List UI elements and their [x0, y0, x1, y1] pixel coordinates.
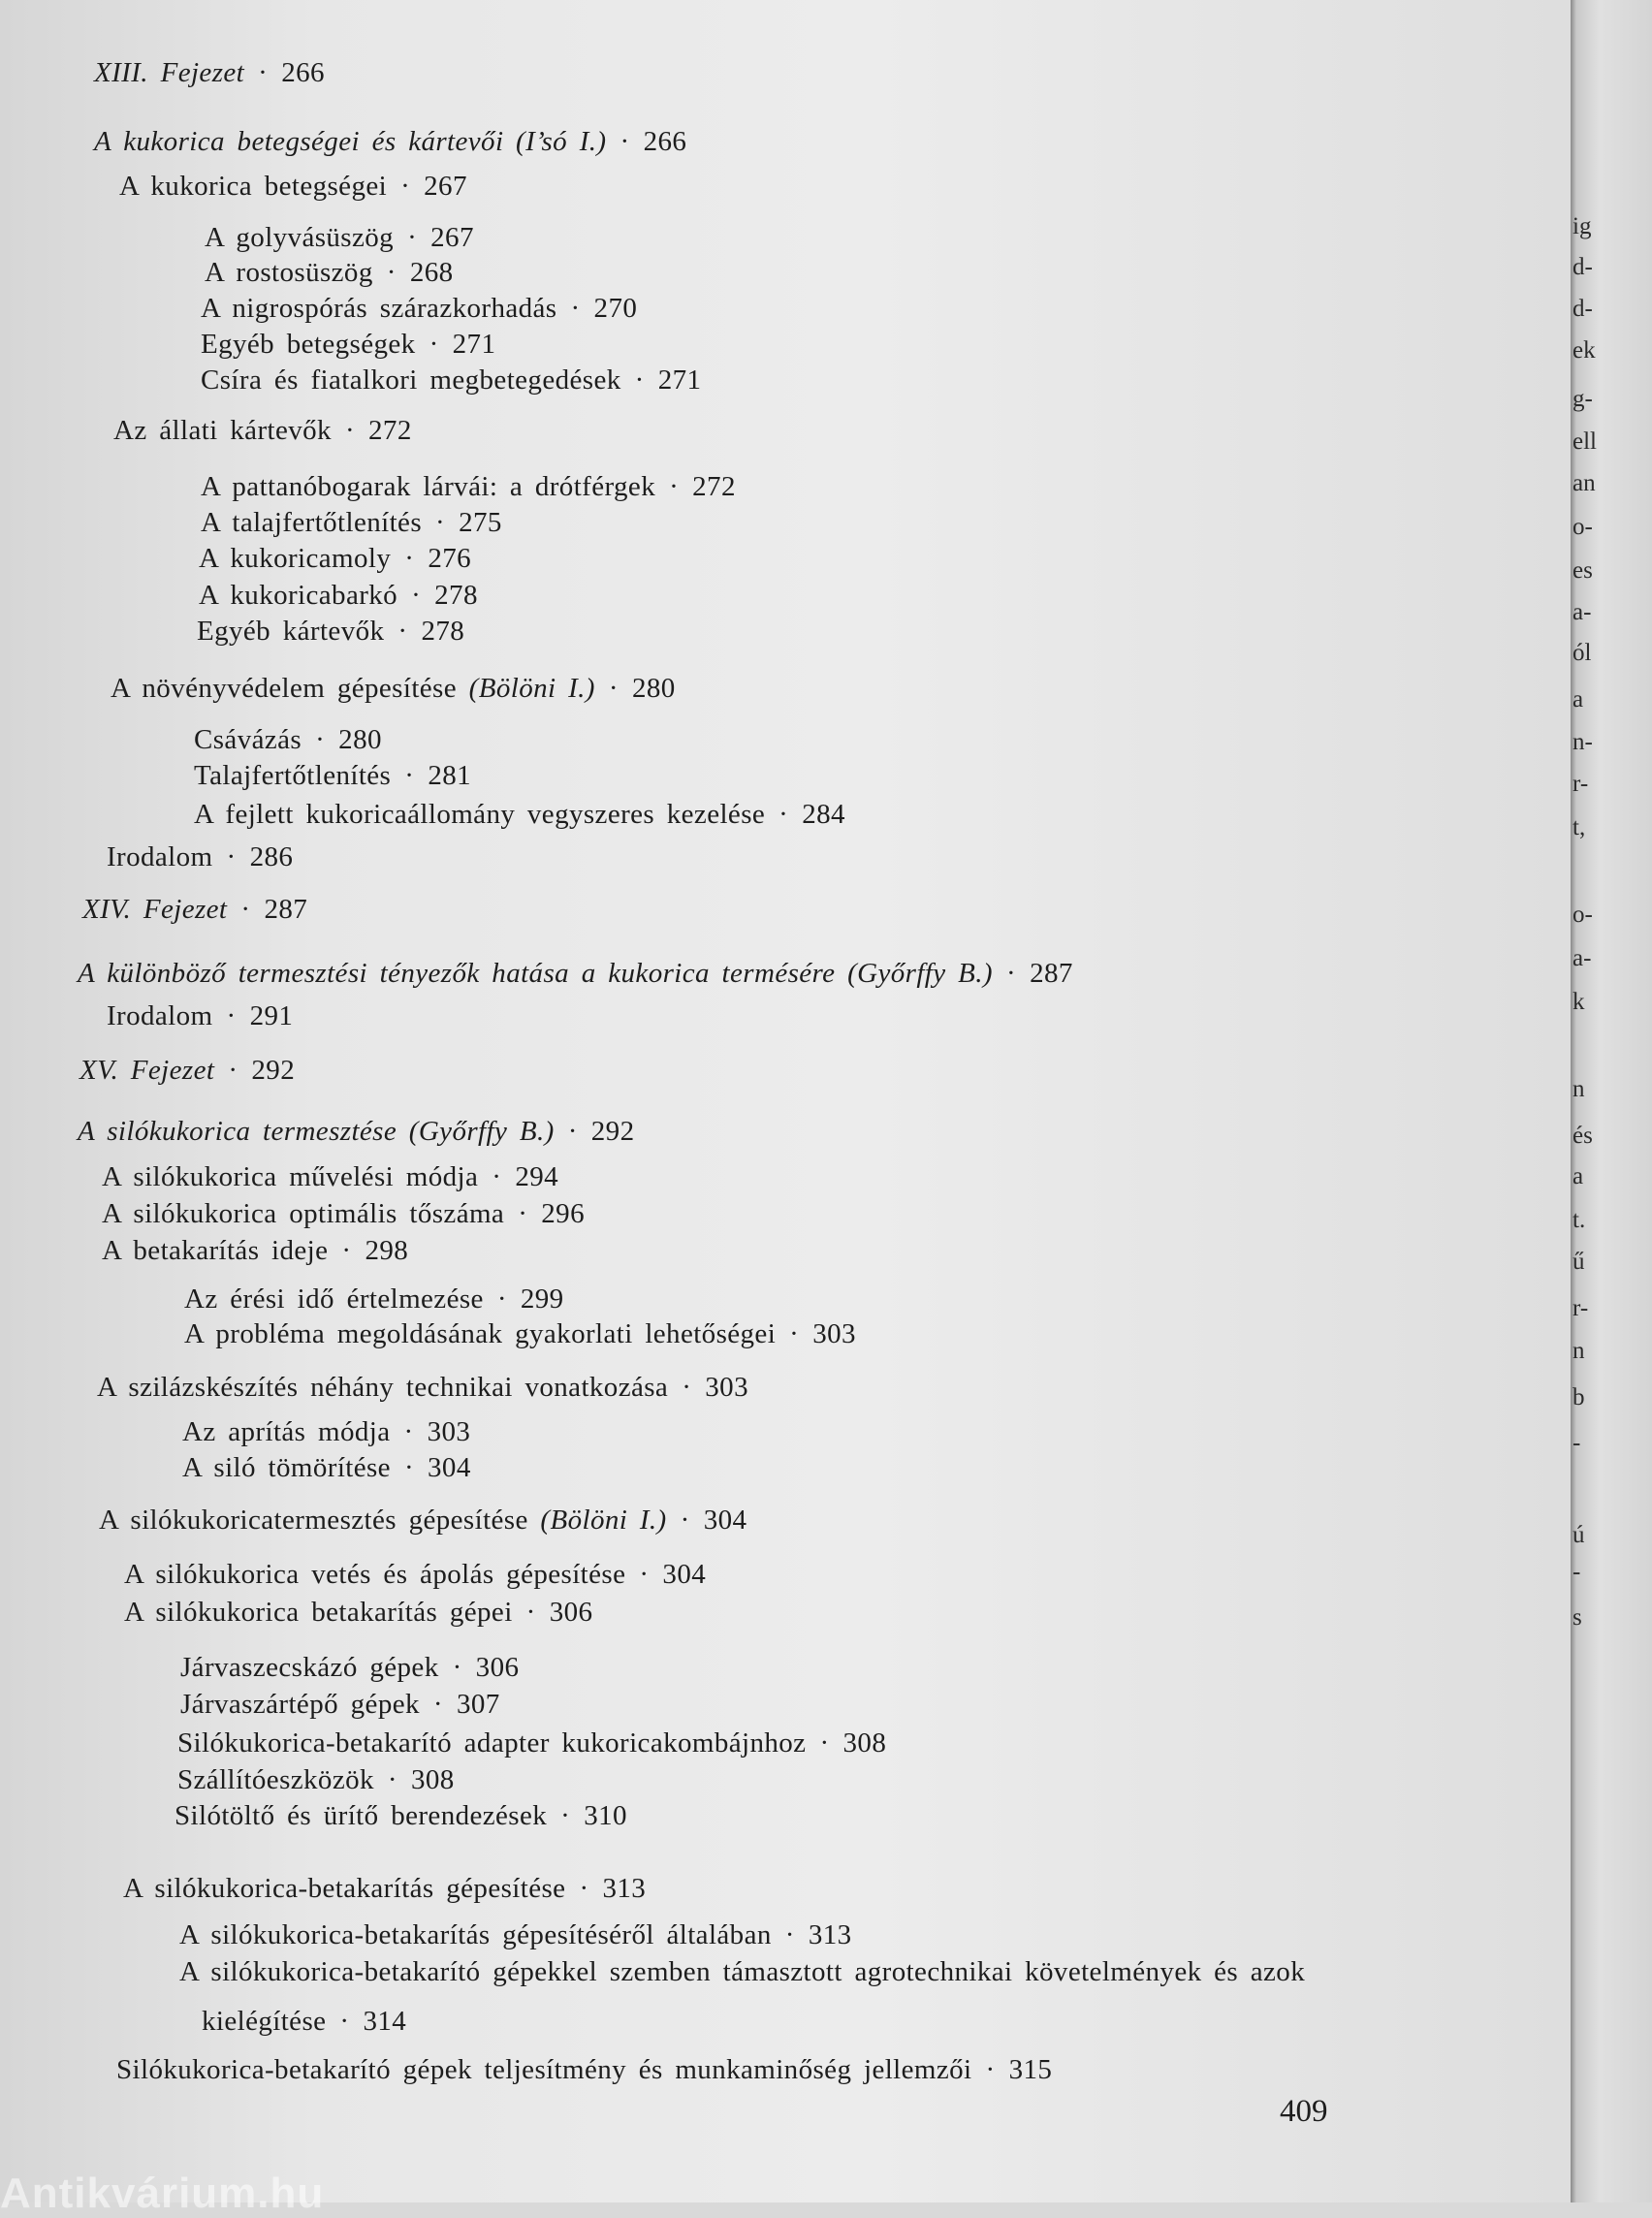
toc-entry-title: A különböző termesztési tényezők hatása a kukorica termésére (Győrffy B.) [78, 958, 993, 989]
adjacent-page-text: es [1573, 557, 1593, 584]
toc-separator: · [620, 126, 630, 157]
toc-entry-title: A nigrospórás szárazkorhadás [201, 293, 557, 324]
toc-entry-page: 304 [662, 1559, 707, 1590]
toc-entry-page: 284 [802, 799, 845, 830]
toc-entry [94, 124, 686, 159]
adjacent-page-text: o- [1573, 514, 1593, 540]
adjacent-page-text: ell [1573, 428, 1597, 455]
toc-separator: · [784, 1919, 795, 1950]
toc-entry-title: Az érési idő értelmezése [184, 1283, 484, 1315]
toc-entry-author: (Bölöni I.) [457, 673, 595, 704]
toc-entry [111, 671, 676, 706]
toc-entry-title: Silótöltő és ürítő berendezések [175, 1800, 548, 1831]
toc-entry-page: 270 [593, 293, 638, 324]
toc-entry [79, 1053, 295, 1088]
adjacent-page-text: ű [1573, 1249, 1585, 1275]
toc-entry-page: 291 [249, 1000, 294, 1031]
toc-separator: · [240, 894, 251, 925]
toc-entry-title: Az állati kártevők [113, 415, 332, 446]
toc-entry-page: 308 [410, 1764, 455, 1795]
toc-entry-title: Silókukorica-betakarító gépek teljesítmény és munkaminőség jellemzői [116, 2054, 972, 2085]
toc-entry-title: Irodalom [107, 1000, 213, 1031]
toc-entry [102, 1233, 408, 1268]
toc-separator: · [429, 329, 439, 360]
toc-separator: · [669, 471, 680, 502]
toc-entry-page: 281 [428, 760, 472, 791]
adjacent-page-text: g- [1573, 386, 1593, 412]
toc-entry-page: 267 [424, 171, 467, 202]
toc-separator: · [432, 1689, 443, 1720]
toc-entry [99, 1503, 747, 1537]
toc-separator: · [682, 1372, 692, 1403]
toc-entry-page: 296 [541, 1198, 585, 1229]
toc-entry-title: A kukoricamoly [199, 543, 392, 574]
toc-entry [78, 956, 1073, 991]
toc-separator: · [435, 507, 446, 538]
toc-separator: · [1006, 958, 1017, 989]
adjacent-page-text: ek [1573, 337, 1596, 364]
toc-separator: · [404, 760, 415, 791]
toc-entry-title: A siló tömörítése [182, 1452, 391, 1483]
toc-entry [182, 1414, 470, 1449]
adjacent-page-text: b [1573, 1384, 1585, 1410]
toc-entry [113, 413, 412, 448]
toc-entry-title: A kukorica betegségei [119, 171, 388, 202]
adjacent-page-text: és [1573, 1123, 1593, 1149]
toc-entry [197, 614, 464, 649]
adjacent-page-text: t, [1573, 814, 1586, 840]
toc-entry-page: 307 [456, 1689, 500, 1720]
toc-entry-title: XV. Fejezet [79, 1055, 215, 1086]
toc-entry-page: 280 [631, 673, 676, 704]
adjacent-page-edge [1571, 0, 1652, 2202]
toc-entry-page: 272 [692, 471, 736, 502]
toc-entry-title: Silókukorica-betakarító adapter kukoricakombájnhoz [177, 1727, 807, 1759]
toc-separator: · [634, 364, 645, 396]
toc-entry-title: Az aprítás módja [182, 1416, 391, 1447]
adjacent-page-text: - [1573, 1430, 1581, 1456]
toc-separator: · [411, 580, 422, 611]
toc-entry-title: Csíra és fiatalkori megbetegedések [201, 364, 621, 396]
toc-entry-title: A kukoricabarkó [199, 580, 398, 611]
toc-separator: · [407, 222, 418, 253]
toc-entry-title: A pattanóbogarak lárvái: a drótférgek [201, 471, 656, 502]
adjacent-page-text: an [1573, 470, 1596, 496]
adjacent-page-text: t. [1573, 1207, 1586, 1233]
toc-entry [199, 578, 478, 613]
toc-entry-page: 268 [409, 257, 454, 288]
toc-entry-page: 275 [459, 507, 502, 538]
toc-entry-page: 303 [705, 1372, 748, 1403]
toc-separator: · [608, 673, 619, 704]
toc-entry [201, 505, 502, 540]
toc-entry [107, 840, 293, 874]
toc-separator: · [341, 1235, 352, 1266]
adjacent-page-text: a [1573, 686, 1584, 713]
toc-entry-page: 306 [475, 1652, 520, 1683]
toc-entry-title: A silókukorica művelési módja [102, 1161, 479, 1192]
toc-separator: · [518, 1198, 528, 1229]
toc-entry [102, 1159, 558, 1194]
adjacent-page-text: r- [1573, 1295, 1589, 1321]
toc-entry [175, 1798, 627, 1833]
toc-entry [205, 255, 454, 290]
toc-separator: · [778, 799, 789, 830]
toc-separator: · [387, 1764, 397, 1795]
toc-entry-title: A silókukorica-betakarítás gépesítéséről általában [179, 1919, 772, 1950]
toc-separator: · [525, 1597, 536, 1628]
toc-entry-title: A növényvédelem gépesítése [111, 673, 458, 704]
toc-separator: · [567, 1116, 578, 1147]
toc-entry-title: A talajfertőtlenítés [201, 507, 423, 538]
toc-entry-title: A kukorica betegségei és kártevői (I’só I.) [94, 126, 607, 157]
toc-separator: · [339, 2006, 350, 2037]
toc-entry-page: 310 [584, 1800, 627, 1831]
toc-entry-page: 267 [430, 222, 474, 253]
toc-entry-title: kielégítése [202, 2006, 327, 2037]
toc-separator: · [639, 1559, 650, 1590]
toc-entry [194, 797, 845, 832]
toc-entry-author: (Bölöni I.) [527, 1505, 667, 1536]
toc-entry [180, 1687, 500, 1722]
toc-entry-title: XIV. Fejezet [82, 894, 228, 925]
toc-entry-page: 278 [421, 616, 465, 647]
toc-entry [180, 1650, 519, 1685]
toc-entry-title: A golyvásüszög [205, 222, 395, 253]
toc-entry-page: 308 [842, 1727, 887, 1759]
adjacent-page-text: n [1573, 1076, 1585, 1102]
toc-entry-title: A rostosüszög [205, 257, 373, 288]
toc-entry-page: 292 [251, 1055, 296, 1086]
toc-entry [102, 1196, 585, 1231]
adjacent-page-text: k [1573, 989, 1585, 1015]
toc-entry-page: 286 [249, 841, 294, 872]
toc-entry-page: 315 [1008, 2054, 1053, 2085]
toc-separator: · [570, 293, 581, 324]
toc-entry-page: 313 [602, 1873, 647, 1904]
toc-entry [184, 1316, 856, 1351]
toc-separator: · [228, 1055, 238, 1086]
toc-entry [201, 327, 495, 362]
toc-separator: · [258, 57, 269, 88]
toc-separator: · [579, 1873, 589, 1904]
toc-entry-page: 303 [427, 1416, 471, 1447]
toc-entry-title: Talajfertőtlenítés [194, 760, 392, 791]
adjacent-page-text: a [1573, 1163, 1584, 1189]
toc-entry-page: 294 [515, 1161, 559, 1192]
toc-entry [82, 892, 307, 927]
toc-entry [116, 2052, 1052, 2087]
toc-entry-page: 287 [1030, 958, 1073, 989]
toc-entry [194, 758, 471, 793]
toc-entry [199, 541, 471, 576]
toc-separator: · [386, 257, 397, 288]
toc-entry-page: 280 [338, 724, 382, 755]
toc-entry-title: Irodalom [107, 841, 213, 872]
toc-entry-page: 298 [365, 1235, 409, 1266]
toc-entry-page: 272 [368, 415, 412, 446]
toc-separator: · [403, 1416, 414, 1447]
adjacent-page-text: n- [1573, 729, 1593, 755]
toc-entry [179, 1917, 852, 1952]
toc-entry-page: 271 [657, 364, 702, 396]
toc-entry [194, 722, 382, 757]
toc-entry-page: 299 [520, 1283, 564, 1315]
toc-entry [182, 1450, 471, 1485]
toc-entry-page: 314 [363, 2006, 407, 2037]
toc-entry-page: 304 [703, 1505, 747, 1536]
toc-separator: · [819, 1727, 830, 1759]
toc-entry [201, 291, 637, 326]
toc-entry-page: 304 [428, 1452, 471, 1483]
toc-entry-title: A silókukorica-betakarító gépekkel szemben támasztott agrotechnikai követelmények és azok [179, 1956, 1306, 1987]
toc-separator: · [226, 1000, 237, 1031]
toc-entry [78, 1114, 634, 1149]
toc-entry-title: Szállítóeszközök [177, 1764, 374, 1795]
page-number: 409 [1280, 2094, 1328, 2129]
adjacent-page-text: a- [1573, 599, 1592, 625]
adjacent-page-text: a- [1573, 945, 1592, 971]
toc-entry [124, 1557, 706, 1592]
toc-entry-page: 306 [549, 1597, 593, 1628]
toc-entry-title: A silókukorica vetés és ápolás gépesítése [124, 1559, 626, 1590]
adjacent-page-text: s [1573, 1604, 1582, 1631]
toc-entry-page: 313 [808, 1919, 852, 1950]
toc-separator: · [492, 1161, 502, 1192]
toc-entry-title: XIII. Fejezet [94, 57, 245, 88]
adjacent-page-text: ig [1573, 213, 1592, 239]
toc-entry-title: A silókukorica betakarítás gépei [124, 1597, 513, 1628]
toc-separator: · [789, 1318, 800, 1349]
toc-entry-title: Egyéb betegségek [201, 329, 416, 360]
toc-entry [202, 2004, 406, 2039]
toc-separator: · [226, 841, 237, 872]
toc-separator: · [315, 724, 326, 755]
toc-entry [107, 998, 293, 1033]
adjacent-page-text: - [1573, 1559, 1581, 1585]
adjacent-page-text: ú [1573, 1522, 1585, 1548]
toc-entry [177, 1762, 455, 1797]
toc-entry-page: 287 [264, 894, 308, 925]
toc-entry-title: A betakarítás ideje [102, 1235, 329, 1266]
toc-entry-title: A silókukorica optimális tőszáma [102, 1198, 505, 1229]
toc-entry-page: 276 [428, 543, 472, 574]
toc-entry-title: A probléma megoldásának gyakorlati lehetőségei [184, 1318, 777, 1349]
toc-separator: · [680, 1505, 690, 1536]
toc-entry-page: 303 [812, 1318, 856, 1349]
toc-separator: · [397, 616, 408, 647]
toc-separator: · [400, 171, 411, 202]
toc-separator: · [496, 1283, 507, 1315]
toc-entry-title: Járvaszártépő gépek [180, 1689, 420, 1720]
toc-entry [179, 1954, 1305, 1989]
toc-entry-page: 271 [452, 329, 496, 360]
toc-entry-title: A szilázskészítés néhány technikai vonatkozása [97, 1372, 669, 1403]
adjacent-page-text: o- [1573, 902, 1593, 928]
watermark: Antikvárium.hu [0, 2170, 325, 2217]
toc-entry-title: Csávázás [194, 724, 302, 755]
toc-entry [201, 363, 701, 397]
toc-entry-title: A silókukoricatermesztés gépesítése [99, 1505, 528, 1536]
toc-entry-page: 266 [643, 126, 687, 157]
toc-entry-page: 278 [434, 580, 478, 611]
toc-separator: · [403, 1452, 415, 1483]
toc-entry [119, 169, 467, 204]
toc-entry-title: A silókukorica termesztése (Győrffy B.) [78, 1116, 555, 1147]
toc-entry [205, 220, 474, 255]
toc-entry-title: A silókukorica-betakarítás gépesítése [123, 1873, 566, 1904]
adjacent-page-text: n [1573, 1338, 1585, 1364]
toc-separator: · [344, 415, 356, 446]
adjacent-page-text: ól [1573, 640, 1592, 666]
toc-separator: · [452, 1652, 462, 1683]
toc-entry [94, 55, 325, 90]
adjacent-page-text: d- [1573, 296, 1593, 322]
toc-entry [177, 1726, 886, 1760]
toc-separator: · [404, 543, 415, 574]
adjacent-page-text: r- [1573, 771, 1589, 797]
toc-entry [97, 1370, 748, 1405]
toc-entry [124, 1595, 592, 1630]
toc-entry-page: 266 [281, 57, 325, 88]
adjacent-page-text: d- [1573, 254, 1593, 280]
toc-entry [184, 1282, 564, 1316]
toc-separator: · [985, 2054, 996, 2085]
toc-separator: · [560, 1800, 571, 1831]
toc-entry [123, 1871, 646, 1906]
toc-entry-title: Egyéb kártevők [197, 616, 385, 647]
toc-entry [201, 469, 736, 504]
toc-entry-title: Járvaszecskázó gépek [180, 1652, 439, 1683]
toc-entry-title: A fejlett kukoricaállomány vegyszeres kezelése [194, 799, 766, 830]
toc-entry-page: 292 [590, 1116, 635, 1147]
